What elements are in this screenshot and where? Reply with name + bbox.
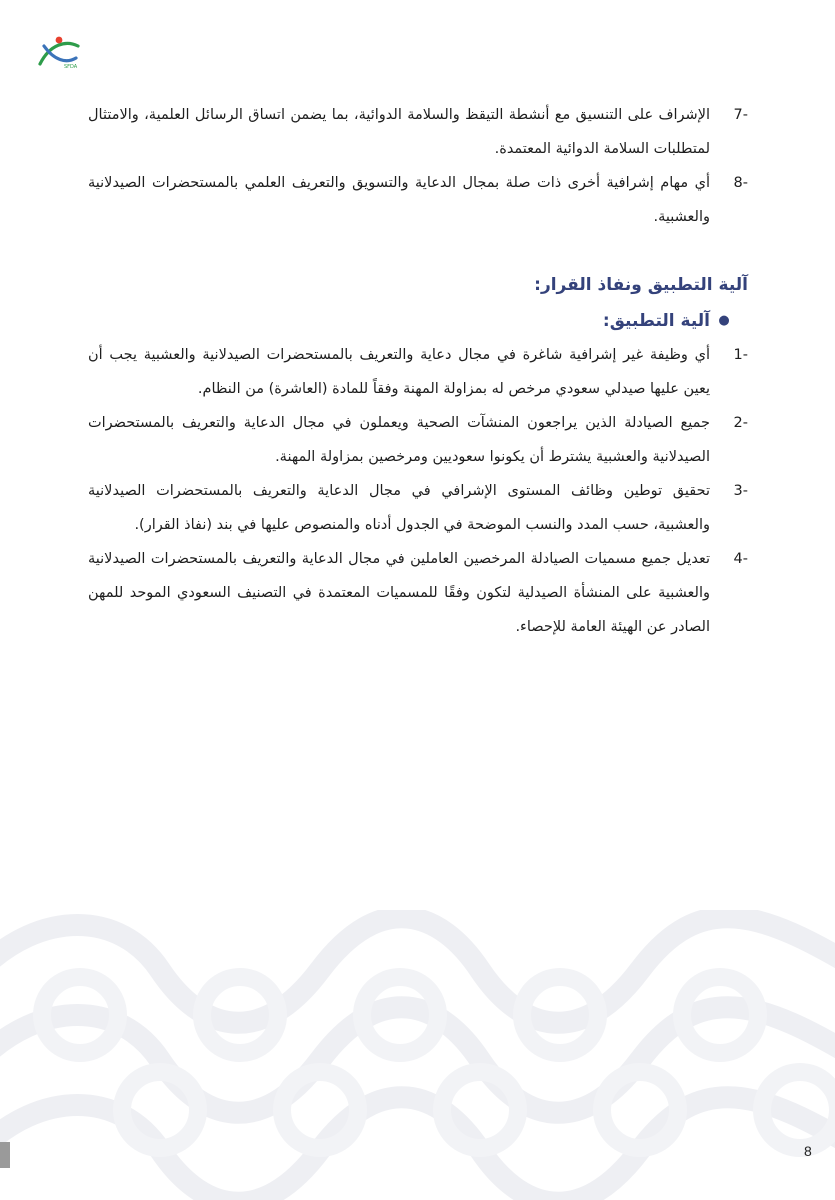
subsection-title: آلية التطبيق:	[602, 311, 710, 331]
list-item	[88, 98, 748, 166]
item-text: تعديل جميع مسميات الصيادلة المرخصين العاملين في مجال الدعاية والتعريف بالمستحضرات الصيدلانية والعشبية على المنشأة الصيدلية لتكون وفقًا للمسميات المعتمدة في التصنيف السعودي الموحد للمهن الصادر عن الهيئة العامة للإحصاء.	[88, 551, 710, 635]
item-text: أي وظيفة غير إشرافية شاغرة في مجال دعاية والتعريف بالمستحضرات الصيدلانية والعشبية يجب أن يعين عليها صيدلي سعودي مرخص له بمزاولة المهنة وفقاً للمادة (العاشرة) من النظام.	[88, 347, 710, 397]
list-item	[88, 542, 748, 644]
list-item	[88, 166, 748, 234]
list-item	[88, 406, 748, 474]
bullet-icon: ●	[718, 313, 730, 328]
page-number: 8	[804, 1143, 812, 1159]
document-body	[88, 98, 748, 644]
list-item	[88, 338, 748, 406]
item-text: أي مهام إشرافية أخرى ذات صلة بمجال الدعاية والتسويق والتعريف العلمي بالمستحضرات الصيدلانية والعشبية.	[88, 175, 710, 225]
item-number: 7-	[733, 107, 748, 123]
item-text: جميع الصيادلة الذين يراجعون المنشآت الصحية ويعملون في مجال الدعاية والتعريف بالمستحضرات الصيدلانية والعشبية يشترط أن يكونوا سعوديين ومرخصين بمزاولة المهنة.	[88, 415, 710, 465]
ministry-logo-icon	[36, 34, 82, 70]
svg-text:SFDA: SFDA	[64, 64, 78, 70]
item-number: 8-	[733, 175, 748, 191]
item-number: 2-	[733, 415, 748, 431]
item-text: تحقيق توطين وظائف المستوى الإشرافي في مجال الدعاية والتعريف بالمستحضرات الصيدلانية والعشبية، حسب المدد والنسب الموضحة في الجدول أدناه والمنصوص عليها في بند (نفاذ القرار).	[88, 483, 710, 533]
item-number: 4-	[733, 551, 748, 567]
item-number: 1-	[733, 347, 748, 363]
item-number: 3-	[733, 483, 748, 499]
footer-accent-bar	[0, 1142, 10, 1168]
section-title: آلية التطبيق ونفاذ القرار:	[534, 275, 748, 295]
background-pattern	[0, 910, 835, 1200]
subsection-heading	[88, 304, 748, 338]
item-text: الإشراف على التنسيق مع أنشطة التيقظ والسلامة الدوائية، بما يضمن اتساق الرسائل العلمية، والامتثال لمتطلبات السلامة الدوائية المعتمدة.	[88, 107, 710, 157]
list-item	[88, 474, 748, 542]
